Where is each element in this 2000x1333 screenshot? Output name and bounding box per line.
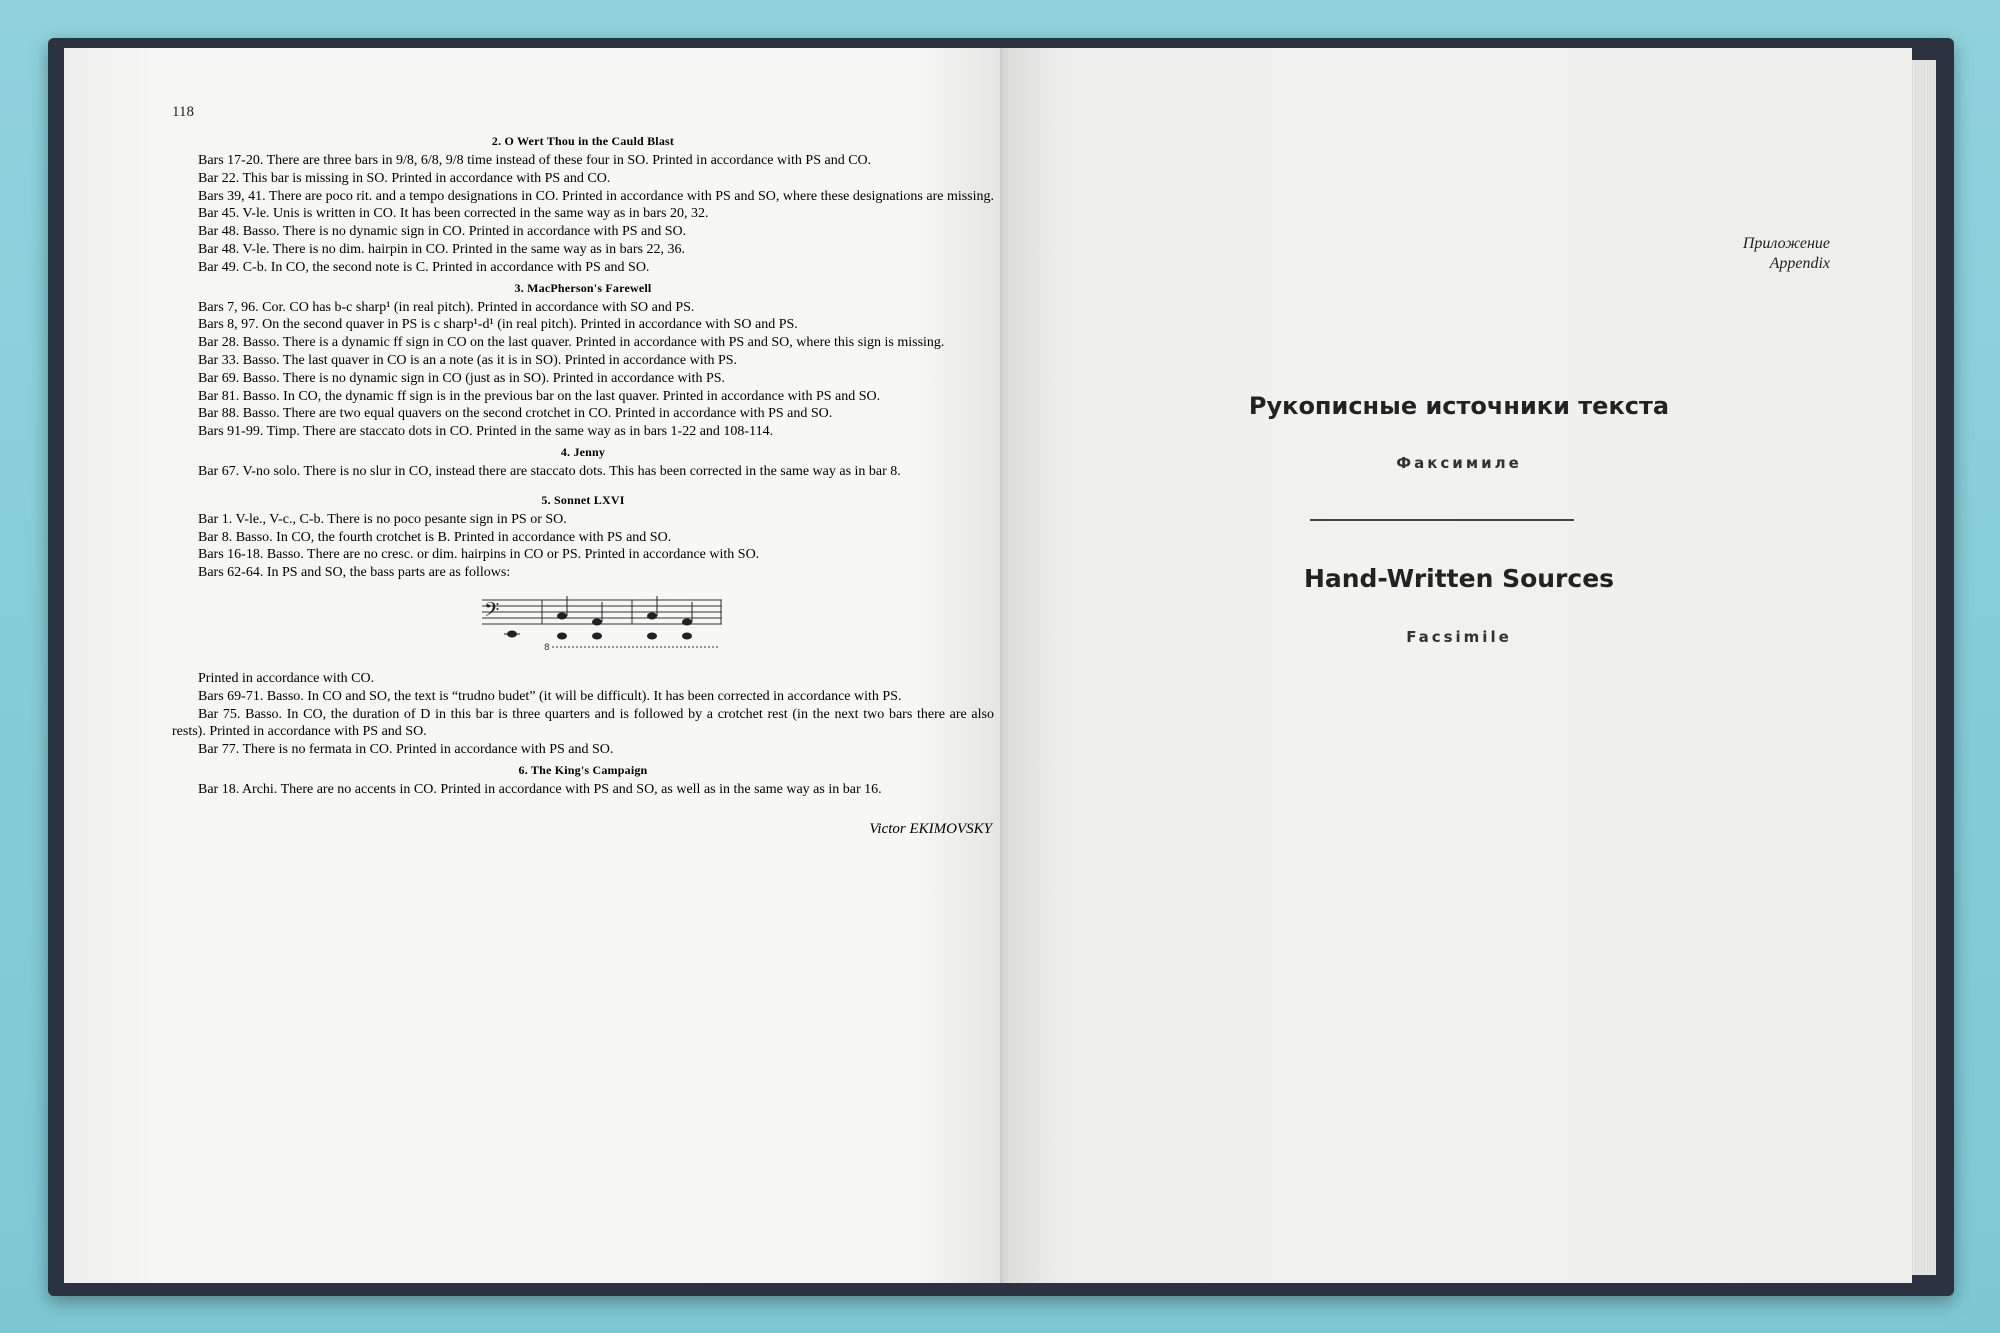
russian-subtitle: Факсимиле — [1396, 454, 1522, 472]
note-paragraph: Bar 48. Basso. There is no dynamic sign in CO. Printed in accordance with PS and SO. — [198, 224, 687, 240]
left-page — [64, 48, 1006, 1283]
note-paragraph: Printed in accordance with CO. — [198, 670, 375, 686]
note-paragraph: Bar 77. There is no fermata in CO. Printed in accordance with PS and SO. — [198, 742, 614, 758]
appendix-label-en: Appendix — [1769, 255, 1830, 272]
note-paragraph: Bars 8, 97. On the second quaver in PS is c sharp¹-d¹ (in real pitch). Printed in accordance with SO and PS. — [198, 317, 798, 333]
section-heading: 4. Jenny — [560, 444, 606, 459]
note-paragraph: Bar 48. V-le. There is no dim. hairpin in CO. Printed in the same way as in bars 22, 36. — [198, 241, 685, 257]
section-heading: 3. MacPherson's Farewell — [514, 280, 652, 295]
section-heading: 5. Sonnet LXVI — [541, 492, 625, 507]
section — [172, 441, 994, 481]
note-paragraph: Bars 7, 96. Cor. CO has b-c sharp¹ (in real pitch). Printed in accordance with SO and PS. — [198, 299, 695, 315]
section — [172, 759, 994, 799]
page-number: 118 — [172, 104, 194, 120]
section — [172, 277, 994, 441]
note-paragraph: Bar 18. Archi. There are no accents in CO. Printed in accordance with PS and SO, as well as in the same way as in bar 16. — [198, 781, 882, 797]
note-paragraph: Bars 62-64. In PS and SO, the bass parts are as follows: — [198, 565, 511, 581]
music-example — [172, 592, 994, 652]
note-paragraph: Bars 69-71. Basso. In CO and SO, the text is “trudno budet” (it will be difficult). It has been corrected in accordance with PS. — [198, 688, 902, 704]
note-paragraph: Bar 8. Basso. In CO, the fourth crotchet is B. Printed in accordance with PS and SO. — [198, 529, 672, 545]
svg-text:𝄢: 𝄢 — [484, 597, 500, 626]
note-paragraph: Bars 39, 41. There are poco rit. and a tempo designations in CO. Printed in accordance with PS and SO, where these designations are missing. — [198, 188, 995, 204]
note-paragraph: Bar 28. Basso. There is a dynamic ff sign in CO on the last quaver. Printed in accordance with PS and SO, where this sign is missing. — [198, 335, 945, 351]
divider-rule — [1310, 519, 1574, 521]
section — [172, 130, 994, 277]
appendix-label — [1743, 234, 1830, 274]
section — [172, 489, 994, 759]
author-signature: Victor EKIMOVSKY — [869, 820, 992, 837]
section-heading: 2. O Wert Thou in the Cauld Blast — [491, 134, 675, 148]
appendix-label-ru: Приложение — [1742, 235, 1830, 252]
right-page — [1006, 48, 1912, 1283]
book-gutter — [1000, 48, 1014, 1283]
left-page-body — [172, 130, 994, 838]
note-paragraph: Bar 69. Basso. There is no dynamic sign in CO (just as in SO). Printed in accordance with PS. — [198, 370, 726, 386]
russian-title: Рукописные источники текста — [1248, 392, 1670, 420]
note-paragraph: Bar 22. This bar is missing in SO. Printed in accordance with PS and CO. — [198, 170, 611, 186]
note-paragraph: Bars 17-20. There are three bars in 9/8, 6/8, 9/8 time instead of these four in SO. Printed in accordance with PS and CO. — [198, 153, 872, 168]
page-edges — [1908, 60, 1936, 1275]
bass-staff-icon — [482, 592, 722, 652]
note-paragraph: Bar 49. C-b. In CO, the second note is C. Printed in accordance with PS and SO. — [198, 259, 650, 275]
note-paragraph: Bar 1. V-le., V-c., C-b. There is no poco pesante sign in PS or SO. — [198, 511, 567, 527]
note-paragraph: Bar 33. Basso. The last quaver in CO is an a note (as it is in SO). Printed in accordance with PS. — [198, 352, 738, 368]
note-paragraph: Bar 81. Basso. In CO, the dynamic ff sign is in the previous bar on the last quaver. Printed in accordance with PS and SO. — [198, 388, 881, 404]
note-paragraph: Bars 91-99. Timp. There are staccato dots in CO. Printed in the same way as in bars 1-22 and 108-114. — [198, 424, 774, 440]
note-paragraph: Bar 67. V-no solo. There is no slur in CO, instead there are staccato dots. This has been corrected in the same way as in bar 8. — [198, 463, 901, 479]
english-title: Hand-Written Sources — [1303, 564, 1615, 593]
note-paragraph: Bars 16-18. Basso. There are no cresc. or dim. hairpins in CO or PS. Printed in accordance with SO. — [198, 547, 760, 563]
note-paragraph: Bar 75. Basso. In CO, the duration of D in this bar is three quarters and is followed by a crotchet rest (in the next two bars there are also rests). Printed in accordance with PS and SO. — [172, 706, 994, 740]
english-subtitle: Facsimile — [1406, 628, 1512, 646]
section-heading: 6. The King's Campaign — [518, 762, 648, 777]
note-paragraph: Bar 45. V-le. Unis is written in CO. It has been corrected in the same way as in bars 20, 32. — [198, 206, 709, 222]
note-paragraph: Bar 88. Basso. There are two equal quavers on the second crotchet in CO. Printed in accordance with PS and SO. — [198, 406, 833, 422]
svg-text:8: 8 — [544, 642, 550, 652]
